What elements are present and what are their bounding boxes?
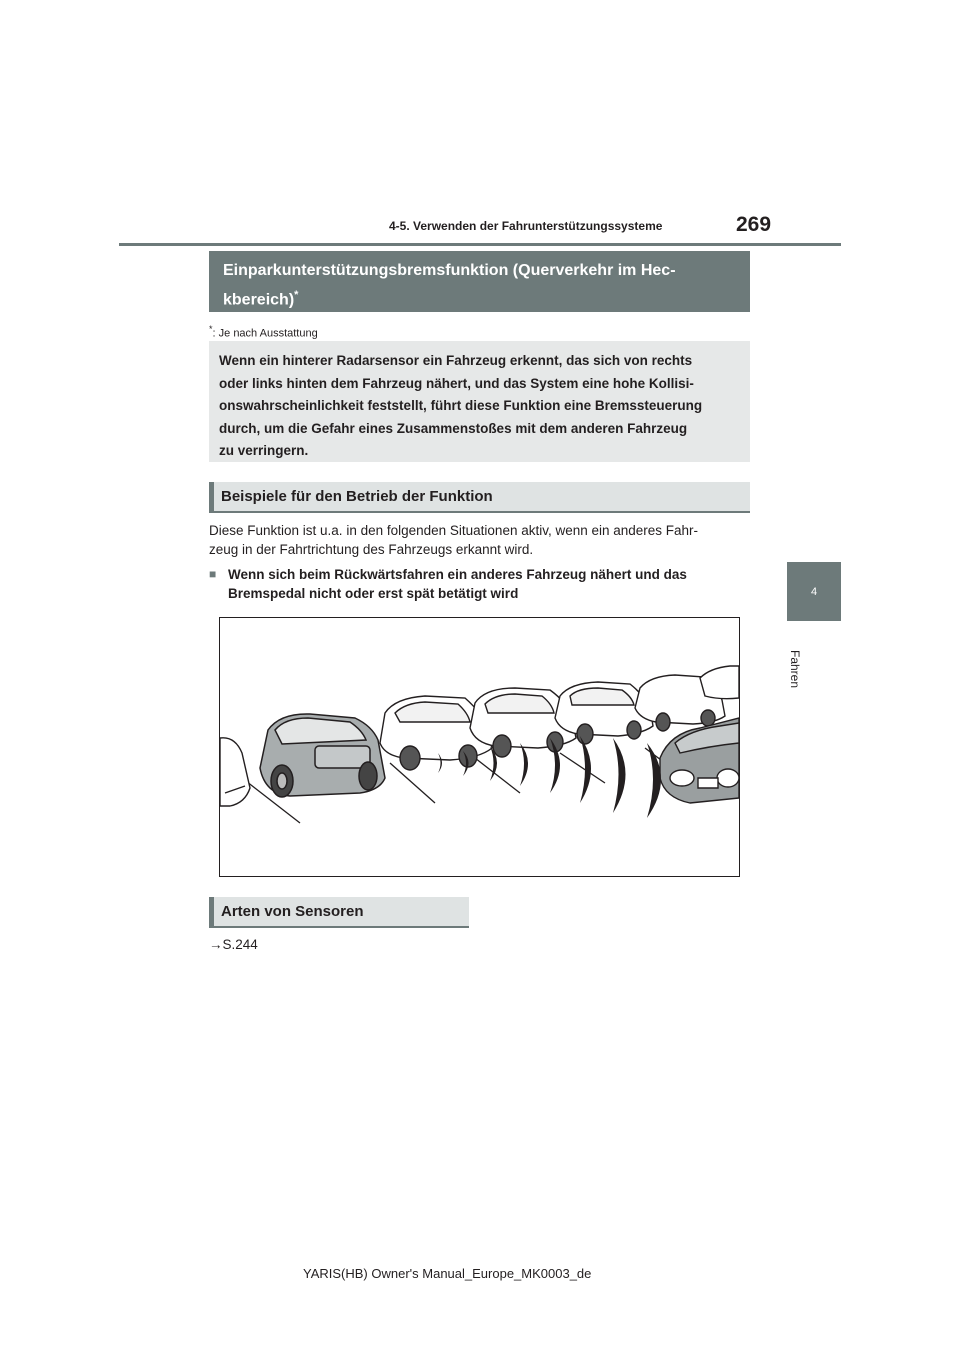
examples-bullet [209, 565, 754, 603]
section-sensors-title: Arten von Sensoren [209, 897, 469, 928]
radar-wave-4 [520, 743, 528, 786]
intro-box [209, 341, 750, 462]
chapter-tab[interactable] [787, 562, 841, 621]
examples-paragraph-line1: Diese Funktion ist u.a. in den folgenden Situationen aktiv, wenn ein anderes Fahr- [209, 523, 699, 538]
intro-line-4: durch, um die Gefahr eines Zusammenstoßes mit dem anderen Fahrzeug [219, 420, 688, 436]
illustration-frame [219, 617, 740, 877]
main-heading-line2: kbereich) [223, 291, 295, 309]
examples-paragraph-line2: zeug in der Fahrtrichtung des Fahrzeugs erkannt wird. [209, 542, 534, 557]
intro-line-3: onswahrscheinlichkeit feststellt, führt diese Funktion eine Bremssteuerung [219, 398, 703, 413]
sensors-reference[interactable] [209, 937, 258, 952]
intro-line-5: zu verringern. [219, 443, 309, 458]
radar-wave-7 [613, 738, 626, 813]
footnote [209, 324, 318, 340]
parking-cross-traffic-illustration [220, 618, 739, 876]
section-examples-title: Beispiele für den Betrieb der Funktion [209, 482, 750, 513]
examples-paragraph [209, 521, 754, 559]
background-car-5 [700, 666, 739, 699]
page-number: 269 [736, 213, 772, 236]
chapter-number: 4 [810, 585, 818, 598]
intro-line-1: Wenn ein hinterer Radarsensor ein Fahrzeug erkennt, das sich von rechts [219, 353, 693, 368]
reference-arrow-icon: → [209, 937, 223, 952]
footer-manual-id: YARIS(HB) Owner's Manual_Europe_MK0003_de [303, 1266, 592, 1281]
footnote-separator: : [212, 327, 216, 340]
footnote-text: Je nach Ausstattung [218, 327, 318, 340]
radar-wave-8 [647, 743, 661, 818]
bullet-line1: Wenn sich beim Rückwärtsfahren ein anderes Fahrzeug nähert und das [228, 567, 687, 582]
header-section-path: 4-5. Verwenden der Fahrunterstützungssysteme [389, 219, 663, 233]
reference-page[interactable]: S.244 [222, 937, 258, 952]
main-heading-asterisk: * [294, 289, 299, 301]
left-partial-car [220, 738, 250, 806]
footnote-marker: * [209, 324, 213, 334]
approaching-car [660, 718, 739, 803]
bullet-marker: ■ [209, 567, 217, 581]
own-car [260, 714, 385, 797]
header-rule [119, 243, 841, 246]
intro-line-2: oder links hinten dem Fahrzeug nähert, und das System eine hohe Kollisi- [219, 375, 694, 391]
chapter-label: Fahren [788, 650, 802, 689]
main-heading-line2-wrap [223, 283, 750, 312]
main-heading [209, 251, 750, 312]
radar-wave-6 [580, 736, 591, 803]
bullet-line2: Bremspedal nicht oder erst spät betätigt wird [228, 586, 519, 601]
main-heading-line1: Einparkunterstützungsbremsfunktion (Querverkehr im Hec- [223, 262, 676, 279]
